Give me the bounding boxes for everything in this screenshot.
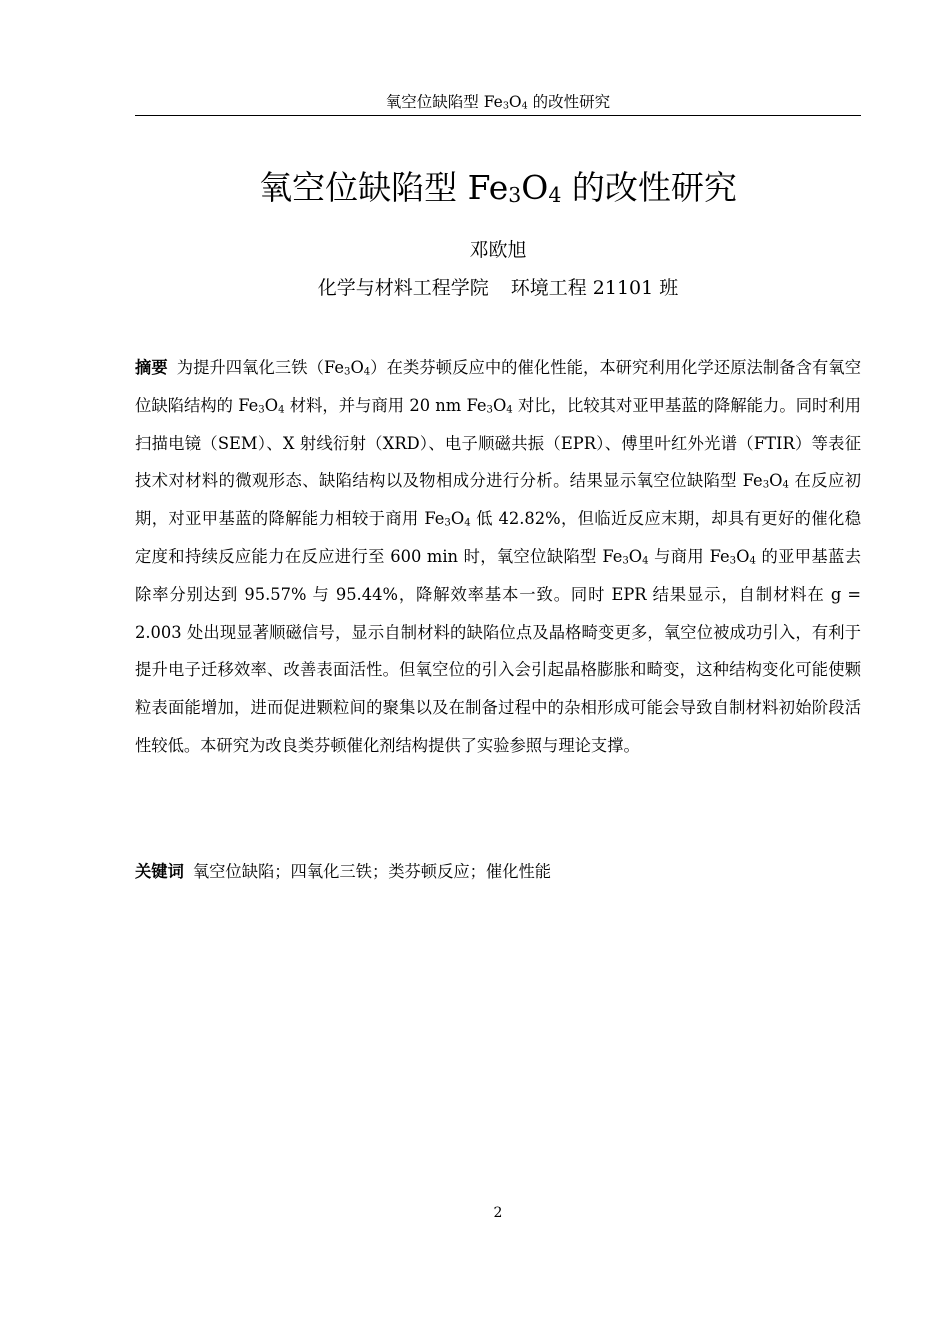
abstract-text: O [350,358,364,377]
abstract-text: 与商用 Fe [648,546,730,566]
abstract-text: O [628,546,643,566]
abstract-text: O [450,509,465,529]
paper-title [135,166,861,210]
school-name: 化学与材料工程学院 [317,277,489,299]
abstract-text: 的亚甲基蓝去除率分别达到 95.57% 与 95.44%，降解效率基本一致。同时 EPR 结果显示，自制材料在 g = 2.003 处出现显著顺磁信号，显示自制材料的缺陷位点及晶格畸变更多，氧空位被成功引入，有利于提升电子迁移效率、改善表面活性。但氧空位的引入会引起晶格膨胀和畸变，这种结构变化可能使颗粒表面能增加，进而促进颗粒间的聚集以及在制备过程中的杂相形成可能会导致自制材料初始阶段活性较低。本研究为改良类芬顿催化剂结构提供了实验参照与理论支撑。 [135,546,861,755]
title-text: O [521,168,549,207]
subscript: 3 [344,366,351,378]
page-number: 2 [493,1205,503,1221]
abstract-text: O [769,471,783,491]
class-name: 环境工程 21101 班 [510,277,679,299]
subscript: 3 [622,555,629,567]
abstract-text: O [264,395,279,415]
author-name: 邓欧旭 [469,239,527,261]
abstract-text: O [736,546,750,566]
header-rule [135,115,861,116]
subscript: 4 [548,183,562,208]
subscript: 3 [502,100,509,112]
abstract-text: 对比，比较其对亚甲基蓝的降解能力。同时利用扫描电镜（SEM）、X 射线衍射（XRD）、电子顺磁共振（EPR）、傅里叶红外光谱（FTIR）等表征技术对材料的微观形态、缺陷结构以及物相成分进行分析。结果显示氧空位缺陷型 Fe [135,395,861,491]
abstract-label: 摘要 [135,358,168,377]
subscript: 3 [508,183,522,208]
abstract-text: 低 42.82%，但临近反应末期，却具有更好的催化稳定度和持续反应能力在反应进行至 600 min 时，氧空位缺陷型 Fe [135,509,862,566]
title-text: 氧空位缺陷型 Fe [259,168,509,207]
subscript: 4 [642,555,649,567]
keywords-label: 关键词 [135,862,184,881]
abstract-text: 材料，并与商用 20 nm Fe [284,395,487,415]
subscript: 3 [762,479,770,491]
abstract-text: 在反应初期，对亚甲基蓝的降解能力相较于商用 Fe [135,471,861,529]
subscript: 4 [278,404,285,416]
abstract-text: 为提升四氧化三铁（Fe [176,358,344,377]
subscript: 4 [749,555,756,567]
abstract [135,349,861,765]
subscript: 3 [729,555,737,567]
abstract-text: O [492,395,507,415]
title-text: 的改性研究 [561,168,737,207]
affiliation [135,274,861,302]
subscript: 4 [363,366,371,378]
keywords-text: 氧空位缺陷；四氧化三铁；类芬顿反应；催化性能 [192,862,552,881]
running-header-text: 的改性研究 [527,93,611,111]
running-header [135,92,861,112]
subscript: 4 [464,517,471,529]
running-header-text: 氧空位缺陷型 Fe [385,93,503,111]
subscript: 4 [521,100,528,112]
subscript: 3 [258,404,265,416]
running-header-text: O [508,93,522,111]
subscript: 4 [782,479,789,491]
subscript: 3 [444,517,451,529]
subscript: 3 [486,404,493,416]
subscript: 4 [506,404,513,416]
abstract-text: ）在类芬顿反应中的催化性能，本研究利用化学还原法制备含有氧空位缺陷结构的 Fe [135,358,861,415]
keywords [135,853,861,891]
